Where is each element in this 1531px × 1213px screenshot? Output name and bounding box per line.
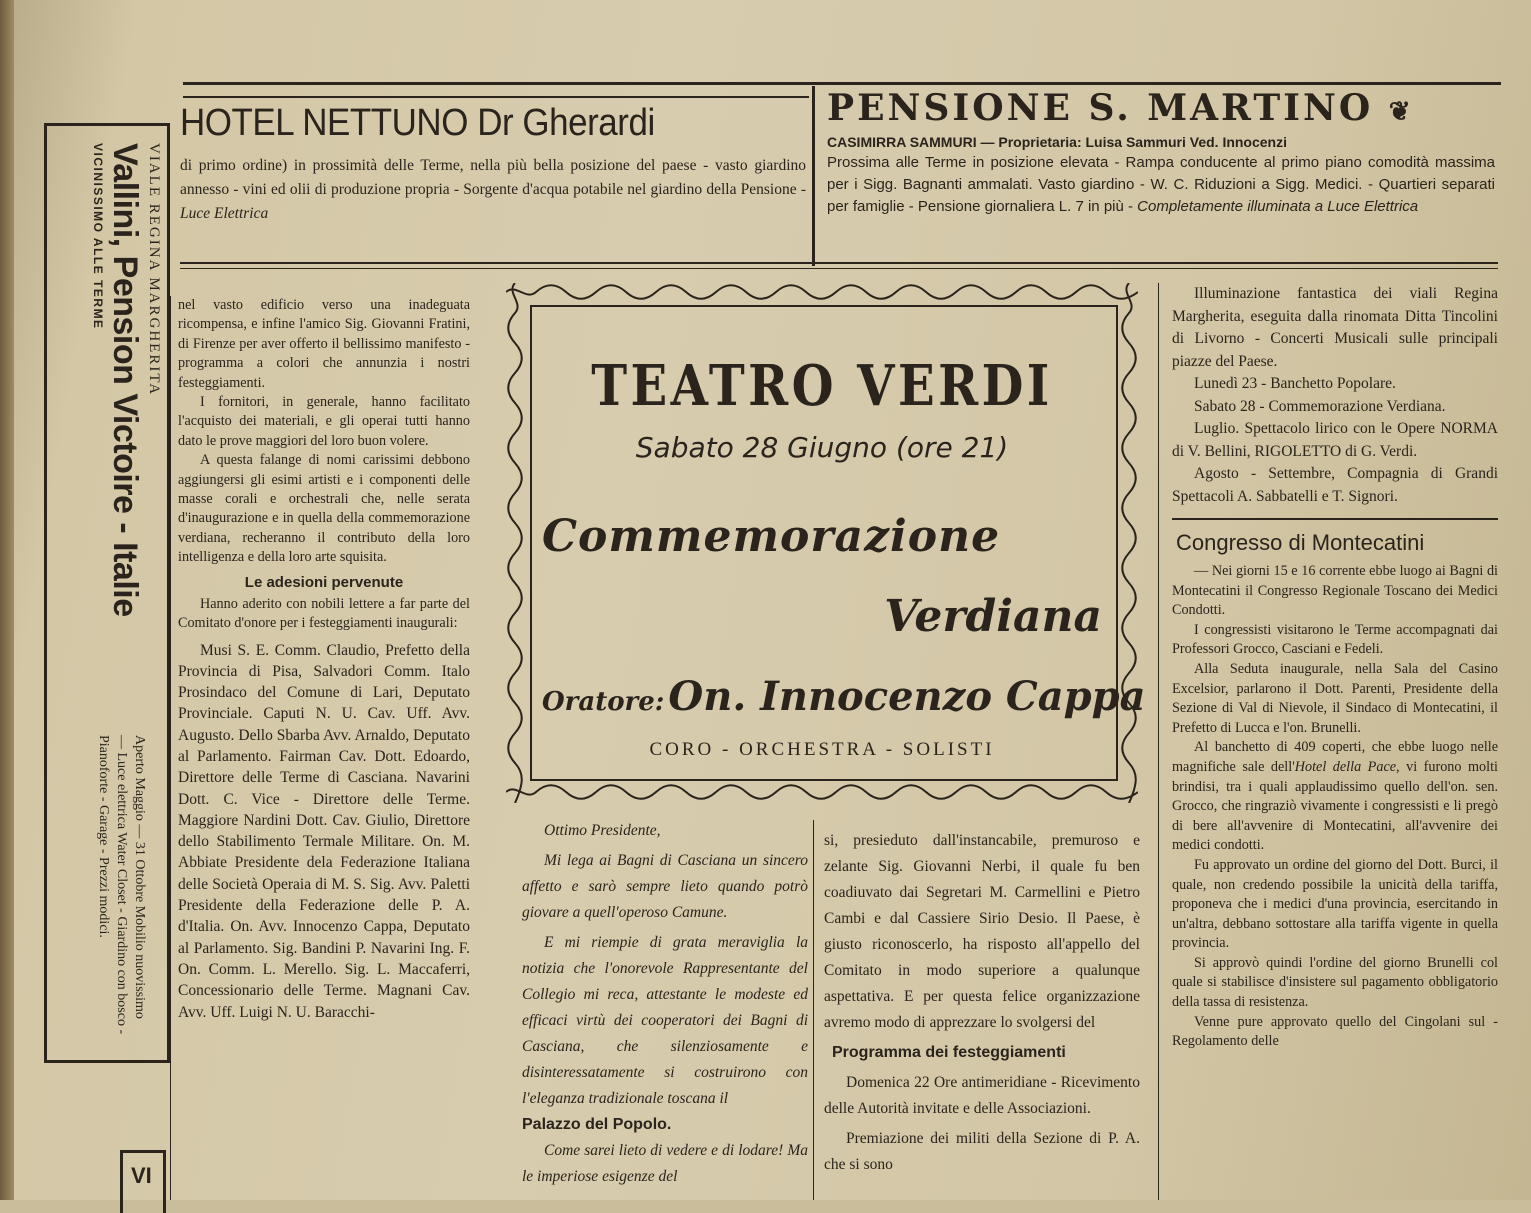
letter-salutation: Ottimo Presidente, [544,822,661,839]
congresso-text: Al banchetto di 409 coperti, che ebbe luogo nelle magnifiche sale dell' [1172,739,1498,775]
pension-title [827,86,1495,134]
congresso-paragraph [1172,738,1498,856]
congresso-paragraph: — Nei giorni 15 e 16 corrente ebbe luogo ai Bagni di Montecatini il Congresso Regionale Toscano dei Medici Condotti. [1172,563,1498,619]
col3-paragraph: si, presieduto dall'instancabile, premuroso e zelante Sig. Giovanni Nerbi, il quale fu ben coadiuvato dai Segretari M. Carmellini e Pietro Cambi e dal Cassiere Sirio Desio. Il Paese, è giusto riconoscerlo, ha risposto all'appello del Comitato in modo superiore a qualunque aspettativa. E per questa felice organizzazione avremo modo di apprezzare lo svolgersi del [824,832,1140,1031]
teatro-orator [542,673,1146,720]
article-column-3 [824,828,1140,1178]
side-ad-next [120,1150,166,1213]
col4-paragraph: Illuminazione fantastica dei viali Regina Margherita, eseguita dalla rinomata Ditta Tincolini di Livorno - Concerti Musicali sulle principali piazze del Paese. [1172,285,1498,370]
column-rule-1 [170,296,171,1200]
side-ad-vallini [44,123,170,1063]
col1-paragraph: nel vasto edificio verso una inadeguata ricompensa, e infine l'amico Sig. Giovanni Fratini, di Firenze per aver offerto il bellissimo manifesto - programma a colori che annunzia i nostri festeggiamenti. [178,297,470,391]
teatro-program: CORO - ORCHESTRA - SOLISTI [649,739,995,760]
letter-paragraph: Come sarei lieto di vedere e di lodare! Ma le imperiose esigenze del [522,1142,808,1185]
teatro-line-commemorazione: Commemorazione [542,511,1001,562]
teatro-date: Sabato 28 Giugno (ore 21) [635,431,1009,464]
column-rule-2 [813,820,814,1200]
orator-name: On. Innocenzo Cappa [668,673,1146,720]
section-separator [1172,518,1498,520]
orator-label: Oratore: [542,687,665,717]
ornamental-border-right [1120,283,1138,803]
page-binding [0,0,14,1200]
congresso-paragraph: Alla Seduta inaugurale, nella Sala del Casino Excelsior, parlarono il Dott. Parenti, Presidente della Sezione di Val di Nievole, il Sindaco di Montecatini, il Prefetto di Lucca e l'on. Brunelli. [1172,660,1498,736]
col1-paragraph: I fornitori, in generale, hanno facilitato l'acquisto dei materiali, e gli operai tutti hanno dato le prove maggiori del loro buon volere. [178,394,470,449]
top-rule [183,82,1501,85]
congresso-paragraph: Fu approvato un ordine del giorno del Dott. Burci, il quale, non credendo possibile la unicità della tariffa, proponeva che i medici d'una provincia, esercitando in un'altra, debbano sottostare alla tariffa vigente in quella provincia. [1172,856,1498,952]
side-ad-main [91,143,162,723]
header-bottom-rule [180,262,1498,264]
pension-body-italic: Completamente illuminata a Luce Elettrica [1137,198,1419,215]
letter-paragraph: Mi lega ai Bagni di Casciana un sincero affetto e sarò sempre lieto quando potrò giovare a quell'operoso Camune. [522,852,808,921]
top-rule-left [183,96,809,98]
hotel-body-italic: Luce Elettrica [180,205,269,222]
header-divider [812,86,815,266]
teatro-title: TEATRO VERDI [591,353,1053,419]
col4-paragraph: Luglio. Spettacolo lirico con le Opere NORMA di V. Bellini, RIGOLETTO di G. Verdi. [1172,420,1498,460]
side-street: VIALE REGINA MARGHERITA [146,143,162,397]
side-ad-rotated [52,143,162,1043]
hotel-della-pace: Hotel della Pace [1294,758,1397,775]
article-column-4 [1172,283,1498,1052]
congresso-text: , vi furono molti brindisi, tra i quali applaudissimo quello dell'on. sen. Grocco, che ringraziò vivamente i congressisti e li pregò di bere all'avvenire di Montecatini, all'avvenire dei medici condotti. [1172,758,1498,854]
col4-paragraph: Lunedì 23 - Banchetto Popolare. [1194,375,1396,392]
congresso-paragraph: I congressisti visitarono le Terme accompagnati dai Professori Grocco, Casciani e Fedeli. [1172,621,1498,658]
article-column-2 [522,818,808,1190]
congresso-article [1172,562,1498,1052]
hotel-title: HOTEL NETTUNO Dr Gherardi [180,102,655,144]
side-info: Aperto Maggio — 31 Ottobre Mobilio nuovissimo — Luce elettrica Water Closet - Giardino con bosco - Pianoforte - Garage - Prezzi modici. [96,735,147,1035]
side-stub-text: VI [131,1163,152,1188]
pensione-martino-ad [827,86,1495,218]
col3-paragraph: Domenica 22 Ore antimeridiane - Ricevimento delle Autorità invitate e delle Associazioni. [824,1074,1140,1117]
article-column-1 [178,296,470,1023]
congresso-heading: Congresso di Montecatini [1176,530,1425,555]
header-bottom-rule-thin [180,268,1498,269]
col1-paragraph: Hanno aderito con nobili lettere a far parte del Comitato d'onore per i festeggiamenti inaugurali: [178,595,470,632]
pension-body-text: Prossima alle Terme in posizione elevata - Rampa conducente al primo piano comodità massima per i Sigg. Bagnanti ammalati. Vasto giardino - W. C. Riduzioni a Sigg. Medici. - Quartieri separati per famiglie - Pensione giornaliera L. 7 in più - [827,154,1495,215]
ornamental-border-left [506,283,524,803]
ornamental-border-top [506,283,1138,301]
program-heading: Programma dei festeggiamenti [832,1044,1066,1061]
col3-paragraph: Premiazione dei militi della Sezione di P. A. che si sono [824,1130,1140,1173]
congresso-paragraph: Venne pure approvato quello del Cingolani sul - Regolamento delle [1172,1013,1498,1050]
col1-subhead: Le adesioni pervenute [244,573,404,591]
col1-paragraph: A questa falange di nomi carissimi debbono aggiungersi gli esimi artisti e i componenti delle masse corali e orchestrali che, nelle serata d'inaugurazione e in quella della commemorazione verdiana, recheranno il contributo della loro intelligenza e della loro arte squisita. [178,452,470,566]
pension-title-text: PENSIONE S. MARTINO [827,87,1374,129]
hotel-body [180,154,806,226]
col1-paragraph: Musi S. E. Comm. Claudio, Prefetto della Provincia di Pisa, Salvadori Comm. Italo Prosindaco del Comune di Lari, Deputato Provinciale. Caputi N. U. Cav. Uff. Avv. Augusto. Dello Sbarba Avv. Arnaldo, Deputato al Parlamento. Fairman Cav. Dott. Edoardo, Direttore delle Terme di Casciana. Navarini Dott. C. Vice - Direttore delle Terme. Maggiore Nardini Dott. Cav. Giulio, Direttore dello Stabilimento Termale Militare. On. M. Abbiate Presidente dela Federazione Italiana delle Società Operaia di M. S. Sig. Avv. Paletti Presidente della Federazione delle P. A. d'Italia. On. Avv. Innocenzo Cappa, Deputato al Parlamento. Sig. Bandini P. Navarini Ing. F. On. Comm. L. Merello. Sig. L. Maccaferri, Concessionario delle Terme. Magnani Cav. Avv. Uff. Luigi N. U. Baracchi- [178,641,470,1021]
ornament-icon: ❦ [1388,97,1414,127]
col4-paragraph: Sabato 28 - Commemorazione Verdiana. [1194,397,1446,415]
pension-body [827,152,1495,218]
hotel-body-text: di primo ordine) in prossimità delle Terme, nella più bella posizione del paese - vasto giardino annesso - vini ed olii di produzione propria - Sorgente d'acqua potabile nel giardino della Pensione - [180,157,806,198]
ornamental-border-bottom [506,783,1138,801]
pension-sub: CASIMIRRA SAMMURI — Proprietaria: Luisa Sammuri Ved. Innocenzi [827,134,1287,150]
col4-paragraph: Agosto - Settembre, Compagnia di Grandi Spettacoli A. Sabbatelli e T. Signori. [1172,465,1498,505]
teatro-line-verdiana: Verdiana [884,591,1102,642]
letter-paragraph: E mi riempie di grata meraviglia la notizia che l'onorevole Rappresentante del Collegio mi reca, attestante le modeste ed efficaci virtù dei cooperatori dei Bagni di Casciana, che silenziosamente e disinteressatamente si costruirono con l'eleganza tradizionale toscana il [522,934,808,1107]
hotel-nettuno-ad [180,100,806,226]
letter-bold-line: Palazzo del Popolo. [522,1116,672,1133]
column-rule-3 [1158,283,1159,1200]
teatro-verdi-ad [506,283,1146,803]
congresso-paragraph: Si approvò quindi l'ordine del giorno Brunelli col quale si stabilisce d'insistere sul pagamento obbligatorio della tassa di resistenza. [1172,954,1498,1011]
side-note: VICINISSIMO ALLE TERME [91,143,105,330]
side-title: Vallini, Pension Victoire - Italie [106,143,144,617]
